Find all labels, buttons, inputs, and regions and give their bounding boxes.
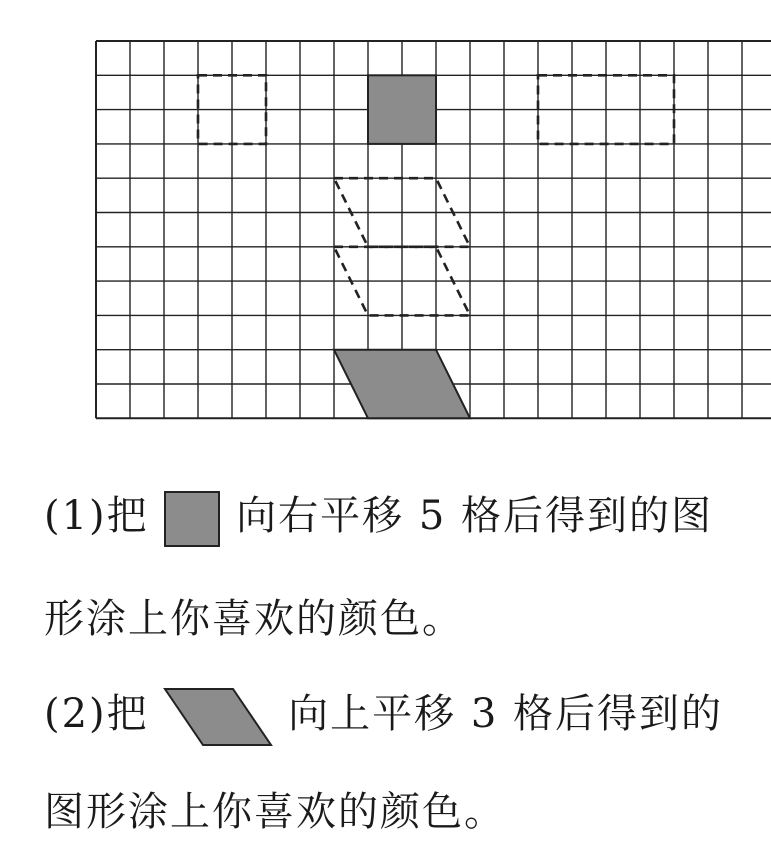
question-1-line-2 — [44, 595, 464, 643]
question-1-prefix: (1)把 — [44, 493, 149, 539]
question-2-line-2 — [44, 788, 506, 836]
parallelogram-legend-icon — [163, 687, 273, 747]
square-original-shape — [368, 75, 436, 144]
question-1-text-cont: 形涂上你喜欢的颜色。 — [44, 596, 464, 642]
question-2-text: 向上平移 3 格后得到的 — [288, 691, 723, 737]
question-2-text-cont: 图形涂上你喜欢的颜色。 — [44, 789, 506, 835]
question-1-text: 向右平移 5 格后得到的图 — [236, 493, 713, 539]
square-legend-icon — [163, 490, 221, 548]
question-1-line-1 — [44, 490, 713, 548]
question-2-line-1 — [44, 687, 723, 747]
question-2-prefix: (2)把 — [44, 691, 149, 737]
parallelogram-original-shape — [334, 350, 470, 419]
